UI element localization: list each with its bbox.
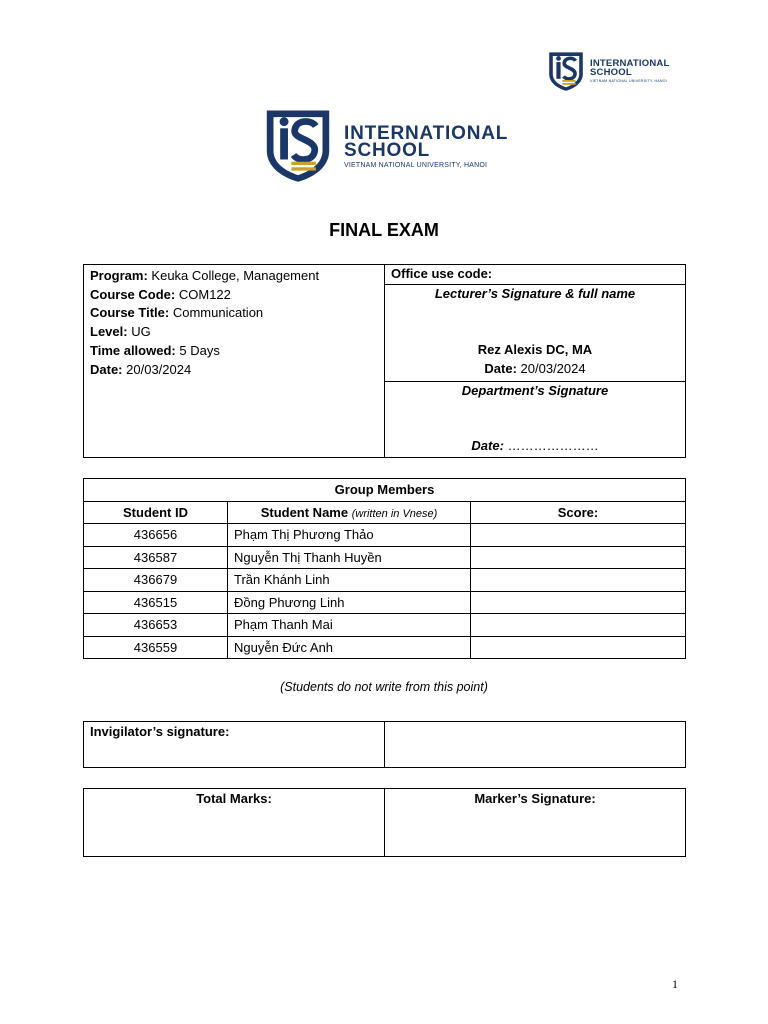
total-marks-label: Total Marks: xyxy=(84,789,385,857)
course-code-label: Course Code: xyxy=(90,286,176,302)
exam-info-table xyxy=(83,264,686,458)
course-code-value: COM122 xyxy=(178,286,231,302)
date-line xyxy=(90,361,378,380)
invigilator-signature-cell xyxy=(385,722,686,768)
col-student-name-label: Student Name xyxy=(260,504,349,520)
logo-large xyxy=(264,106,508,184)
logo-small-text xyxy=(590,59,669,84)
lecturer-date-value: 20/03/2024 xyxy=(520,361,586,376)
level-label: Level: xyxy=(90,324,128,340)
col-score: Score: xyxy=(471,501,686,524)
page-number: 1 xyxy=(672,977,678,991)
student-id: 436559 xyxy=(84,636,228,659)
student-name: Trần Khánh Linh xyxy=(228,569,471,592)
table-row xyxy=(84,524,686,547)
score-cell xyxy=(471,614,686,637)
col-student-name xyxy=(228,501,471,524)
lecturer-date-label: Date: xyxy=(484,361,517,376)
student-id: 436587 xyxy=(84,546,228,569)
program-line xyxy=(90,267,378,286)
date-value: 20/03/2024 xyxy=(126,361,192,377)
students-note: (Students do not write from this point) xyxy=(280,680,488,694)
lecturer-signature-label: Lecturer’s Signature & full name xyxy=(434,286,636,301)
table-row xyxy=(84,569,686,592)
group-members-title: Group Members xyxy=(84,479,686,502)
student-name: Nguyễn Thị Thanh Huyền xyxy=(228,546,471,569)
student-name: Đồng Phương Linh xyxy=(228,591,471,614)
page-title: FINAL EXAM xyxy=(329,220,439,240)
group-members-table xyxy=(83,478,686,659)
logo-large-line1: INTERNATIONAL xyxy=(344,123,509,144)
marker-signature-label: Marker’s Signature: xyxy=(385,789,686,857)
course-title-label: Course Title: xyxy=(90,305,170,321)
invigilator-label: Invigilator’s signature: xyxy=(84,722,385,768)
score-cell xyxy=(471,524,686,547)
department-signature-block xyxy=(385,382,685,457)
score-cell xyxy=(471,636,686,659)
student-id: 436515 xyxy=(84,591,228,614)
col-student-id: Student ID xyxy=(84,501,228,524)
course-title-value: Communication xyxy=(172,305,264,321)
student-name: Nguyễn Đức Anh xyxy=(228,636,471,659)
score-cell xyxy=(471,569,686,592)
time-line xyxy=(90,342,378,361)
student-name: Phạm Thị Phương Thảo xyxy=(228,524,471,547)
lecturer-name: Rez Alexis DC, MA xyxy=(477,342,593,357)
level-line xyxy=(90,323,378,342)
logo-large-text xyxy=(344,125,508,169)
department-date-label: Date: xyxy=(471,438,504,453)
lecturer-date-line xyxy=(385,361,685,376)
date-label: Date: xyxy=(90,361,123,377)
col-student-name-note: (written in Vnese) xyxy=(351,507,438,520)
office-use-label: Office use code: xyxy=(385,265,685,285)
lecturer-signature-block xyxy=(385,285,685,382)
department-date-value: ………………… xyxy=(507,438,599,453)
marks-table xyxy=(83,788,686,857)
table-row xyxy=(84,591,686,614)
logo-small-line1: INTERNATIONAL xyxy=(590,57,670,69)
student-id: 436653 xyxy=(84,614,228,637)
logo-small-line2: SCHOOL xyxy=(590,67,632,79)
course-info-cell xyxy=(84,265,385,458)
table-row xyxy=(84,614,686,637)
table-row xyxy=(84,546,686,569)
time-label: Time allowed: xyxy=(90,342,176,358)
program-value: Keuka College, Management xyxy=(151,268,320,283)
score-cell xyxy=(471,546,686,569)
table-row xyxy=(84,636,686,659)
department-date-line xyxy=(385,438,685,453)
student-id: 436679 xyxy=(84,569,228,592)
shield-logo-icon xyxy=(264,106,332,184)
shield-logo-icon xyxy=(548,50,584,92)
logo-large-line3: VIETNAM NATIONAL UNIVERSITY, HANOI xyxy=(344,162,488,169)
program-label: Program: xyxy=(90,268,148,283)
office-use-cell xyxy=(385,265,686,458)
time-value: 5 Days xyxy=(179,342,220,358)
logo-small xyxy=(548,50,669,92)
invigilator-table xyxy=(83,721,686,768)
logo-large-line2: SCHOOL xyxy=(344,140,431,161)
logo-small-line3: VIETNAM NATIONAL UNIVERSITY, HANOI xyxy=(590,78,667,83)
student-id: 436656 xyxy=(84,524,228,547)
student-name: Phạm Thanh Mai xyxy=(228,614,471,637)
level-value: UG xyxy=(131,324,151,340)
course-code-line xyxy=(90,286,378,305)
department-signature-label: Department’s Signature xyxy=(461,383,609,398)
score-cell xyxy=(471,591,686,614)
course-title-line xyxy=(90,304,378,323)
